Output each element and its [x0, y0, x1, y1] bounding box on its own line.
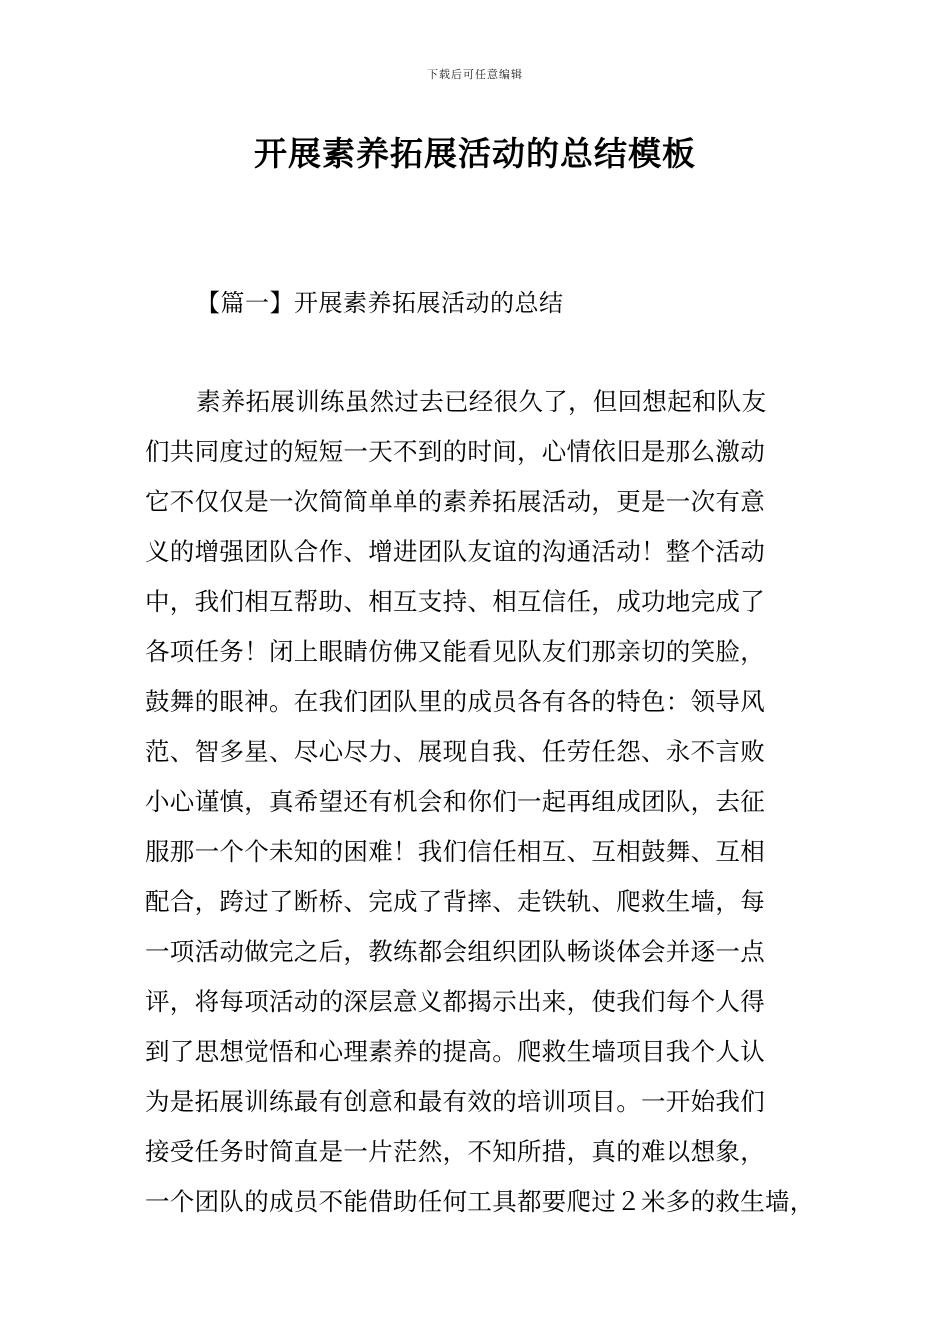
body-line: 服那一个个未知的困难！我们信任相互、互相鼓舞、互相 — [145, 837, 765, 866]
body-line: 素养拓展训练虽然过去已经很久了，但回想起和队友 — [196, 387, 767, 416]
body-line: 它不仅仅是一次简简单单的素养拓展活动，更是一次有意 — [145, 487, 765, 516]
body-line: 配合，跨过了断桥、完成了背摔、走铁轨、爬救生墙，每 — [145, 887, 765, 916]
header-note: 下载后可任意编辑 — [427, 68, 523, 81]
body-line: 们共同度过的短短一天不到的时间，心情依旧是那么激动 — [145, 437, 765, 466]
body-line: 各项任务！闭上眼睛仿佛又能看见队友们那亲切的笑脸， — [145, 637, 765, 666]
body-line: 为是拓展训练最有创意和最有效的培训项目。一开始我们 — [145, 1087, 765, 1116]
body-line: 到了思想觉悟和心理素养的提高。爬救生墙项目我个人认 — [145, 1037, 765, 1066]
body-line: 评，将每项活动的深层意义都揭示出来，使我们每个人得 — [145, 987, 765, 1016]
body-line: 一项活动做完之后，教练都会组织团队畅谈体会并逐一点 — [145, 937, 765, 966]
body-line: 义的增强团队合作、增进团队友谊的沟通活动！整个活动 — [145, 537, 765, 566]
body-line: 中，我们相互帮助、相互支持、相互信任，成功地完成了 — [145, 587, 765, 616]
body-line: 接受任务时简直是一片茫然，不知所措，真的难以想象， — [145, 1137, 765, 1166]
body-line: 鼓舞的眼神。在我们团队里的成员各有各的特色：领导风 — [145, 687, 765, 716]
body-line: 范、智多星、尽心尽力、展现自我、任劳任怨、永不言败 — [145, 737, 765, 766]
body-line: 一个团队的成员不能借助任何工具都要爬过２米多的救生墙， — [145, 1187, 815, 1216]
section-heading: 【篇一】开展素养拓展活动的总结 — [196, 289, 564, 317]
body-line: 小心谨慎，真希望还有机会和你们一起再组成团队，去征 — [145, 787, 765, 816]
body-paragraph — [145, 377, 835, 1227]
document-title: 开展素养拓展活动的总结模板 — [254, 134, 696, 173]
